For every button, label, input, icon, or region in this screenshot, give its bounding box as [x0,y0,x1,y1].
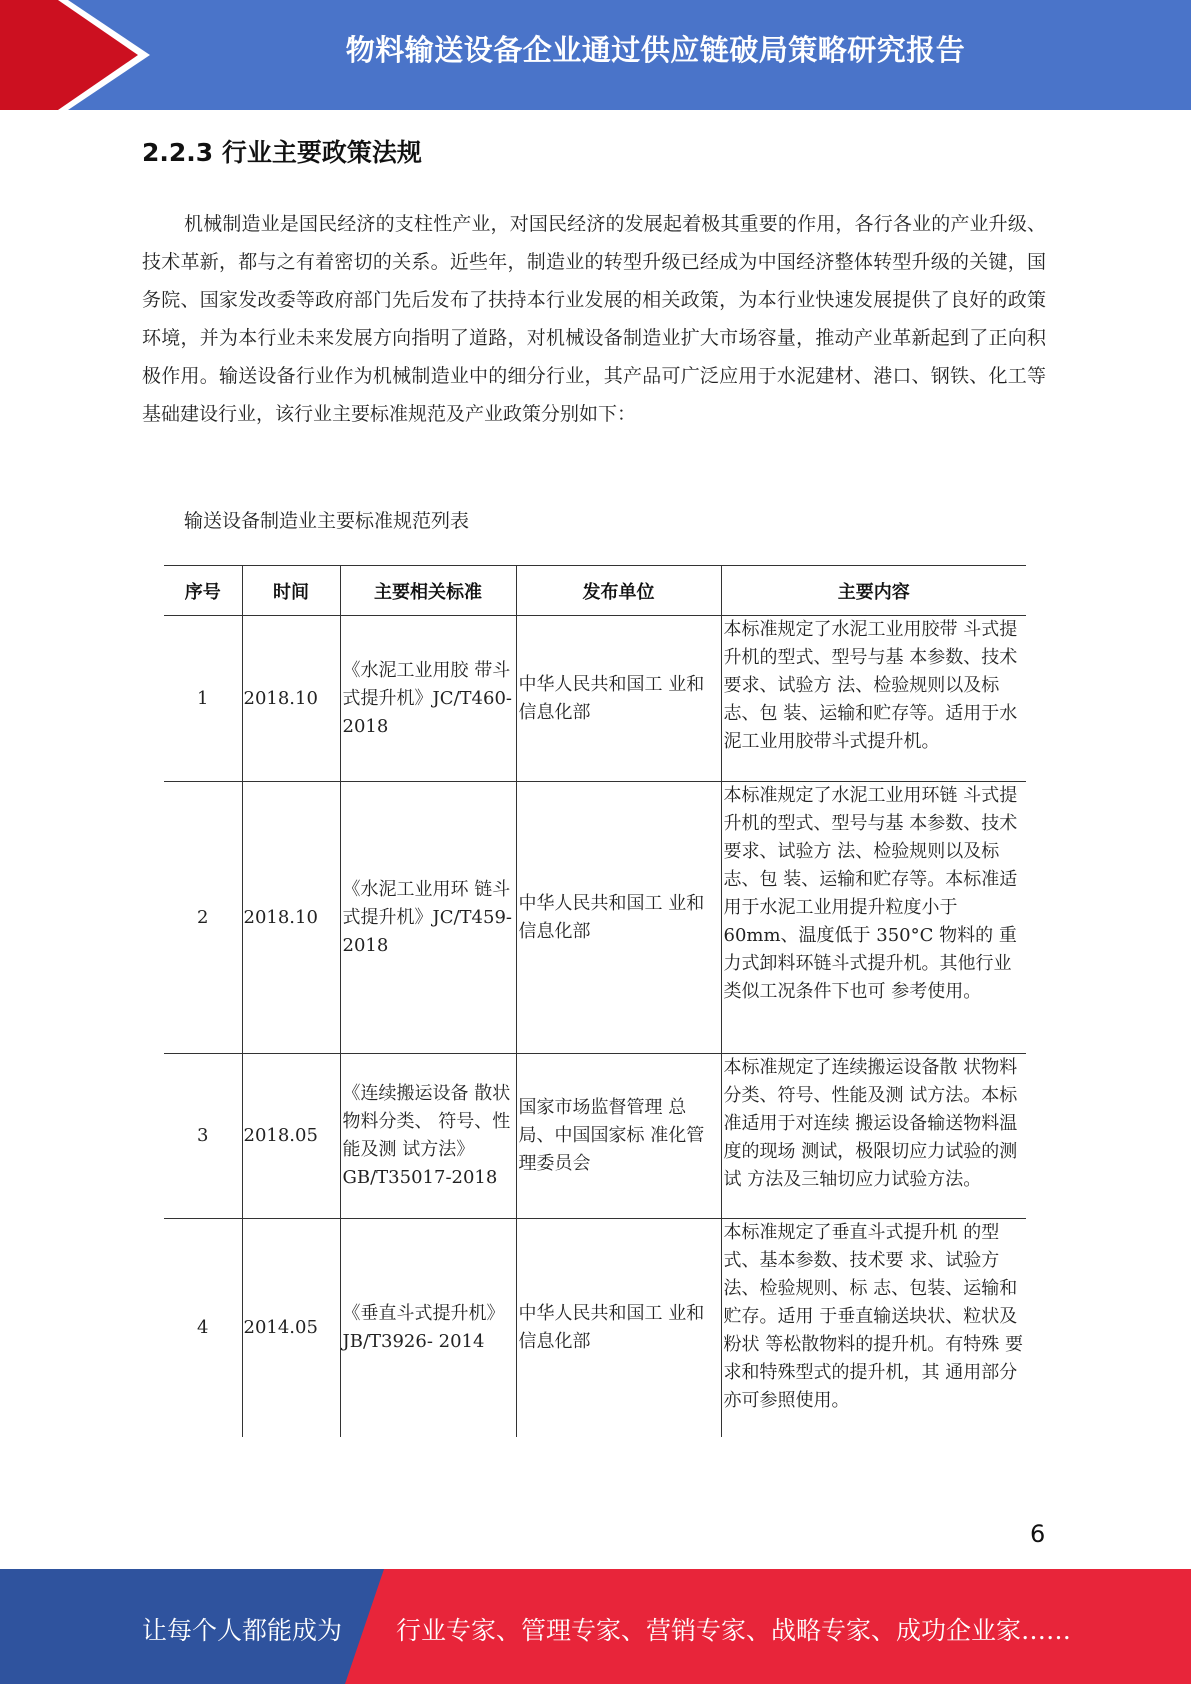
header-standard: 主要相关标准 [340,566,516,616]
cell-content: 本标准规定了连续搬运设备散 状物料分类、符号、性能及测 试方法。本标准适用于对连续 搬运设备输送物料温度的现场 测试，极限切应力试验的测试 方法及三轴切应力试验方法。 [721,1054,1026,1219]
header-date: 时间 [242,566,340,616]
report-title: 物料输送设备企业通过供应链破局策略研究报告 [345,33,966,67]
cell-no: 4 [197,1316,209,1338]
footer-slogan-left: 让每个人都能成为 [142,1616,343,1645]
cell-standard: 《连续搬运设备 散状物料分类、 符号、性能及测 试方法》GB/T35017-2018 [340,1054,516,1219]
cell-no: 3 [164,1054,242,1219]
cell-date: 2018.10 [242,782,340,1054]
cell-publisher: 中华人民共和国工 业和信息化部 [516,782,721,1054]
cell-standard: 《垂直斗式提升机》JB/T3926- 2014 [340,1219,516,1437]
table-row [164,782,1026,1054]
cell-standard: 《水泥工业用胶 带斗式提升机》JC/T460-2018 [340,616,516,782]
cell-date: 2018.10 [242,616,340,782]
table-caption: 输送设备制造业主要标准规范列表 [184,510,470,532]
table-row [164,1054,1026,1219]
cell-no: 1 [164,616,242,782]
table-header-row [164,566,1026,616]
cell-publisher: 中华人民共和国工 业和信息化部 [516,1219,721,1437]
cell-date: 2014.05 [242,1219,340,1437]
section-heading: 2.2.3 行业主要政策法规 [142,138,422,167]
standards-table [164,565,1026,1437]
table-row [164,616,1026,782]
table-row [164,1219,1026,1437]
body-paragraph: 机械制造业是国民经济的支柱性产业，对国民经济的发展起着极其重要的作用，各行各业的产业升级、技术革新，都与之有着密切的关系。近些年，制造业的转型升级已经成为中国经济整体转型升级的关键，国务院、国家发改委等政府部门先后发布了扶持本行业发展的相关政策，为本行业快速发展提供了良好的政策环境，并为本行业未来发展方向指明了道路，对机械设备制造业扩大市场容量，推动产业革新起到了正向积极作用。输送设备行业作为机械制造业中的细分行业，其产品可广泛应用于水泥建材、港口、钢铁、化工等基础建设行业，该行业主要标准规范及产业政策分别如下： [142,213,1046,425]
cell-content: 本标准规定了垂直斗式提升机 的型式、基本参数、技术要 求、试验方法、检验规则、标 志、包装、运输和贮存。适用 于垂直输送块状、粒状及粉状 等松散物料的提升机。有特殊 要求和特殊型式的提升机，其 通用部分亦可参照使用。 [721,1219,1026,1437]
header-banner [0,0,1191,110]
footer-banner [0,1569,1191,1684]
cell-standard: 《水泥工业用环 链斗式提升机》JC/T459-2018 [340,782,516,1054]
cell-publisher: 国家市场监督管理 总局、中国国家标 准化管理委员会 [516,1054,721,1219]
footer-slogan-right: 行业专家、管理专家、营销专家、战略专家、成功企业家…… [396,1616,1072,1645]
cell-date: 2018.05 [242,1054,340,1219]
header-content: 主要内容 [721,566,1026,616]
cell-content: 本标准规定了水泥工业用胶带 斗式提升机的型式、型号与基 本参数、技术要求、试验方 法、检验规则以及标志、包 装、运输和贮存等。适用于水 泥工业用胶带斗式提升机。 [721,616,1026,782]
cell-content: 本标准规定了水泥工业用环链 斗式提升机的型式、型号与基 本参数、技术要求、试验方 法、检验规则以及标志、包 装、运输和贮存等。本标准适 用于水泥工业用提升粒度小于 60mm、温度低于 350°C 物料的 重力式卸料环链斗式提升机。其他行业类似工况条件下也可 参考使用。 [721,782,1026,1054]
header-no: 序号 [164,566,242,616]
page-number: 6 [1030,1520,1046,1548]
cell-publisher: 中华人民共和国工 业和信息化部 [516,616,721,782]
header-publisher: 发布单位 [516,566,721,616]
cell-no: 2 [164,782,242,1054]
